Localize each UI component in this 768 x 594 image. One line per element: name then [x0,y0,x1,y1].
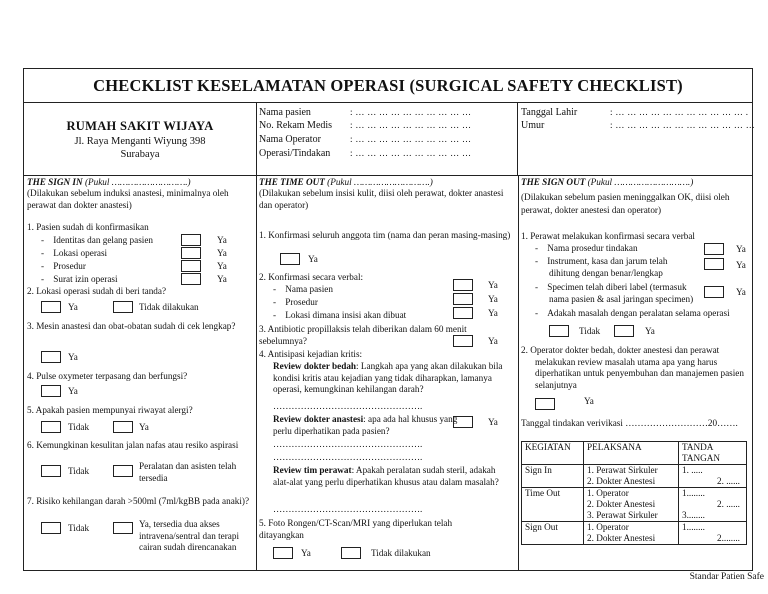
review-nurse [273,465,513,488]
checkbox[interactable] [453,416,473,428]
list-item: - Prosedur [41,261,86,271]
table-header: TANDA TANGAN [679,442,747,465]
ya-label: Ya [488,280,498,290]
checkbox[interactable] [181,234,201,246]
patient-name-field[interactable]: : … … … … … … … … … … [350,107,472,117]
hospital-city: Surabaya [120,149,160,160]
signature-table [521,441,747,545]
checkbox[interactable] [453,279,473,291]
checkbox[interactable] [41,465,61,477]
ya-label: Ya [488,417,498,427]
checkbox[interactable] [453,293,473,305]
ya-label: Ya [139,422,149,432]
ya-label: Ya [736,244,746,254]
checkbox[interactable] [41,351,61,363]
checkbox[interactable] [280,253,300,265]
checkbox[interactable] [453,307,473,319]
sign-in-time: (Pukul ……………………….) [82,177,191,187]
ya-label: Ya [217,261,227,271]
sign-in-column [24,176,256,570]
time-out-time: (Pukul ……………………….) [324,177,433,187]
checkbox[interactable] [181,247,201,259]
ya-label: Ya [736,260,746,270]
checkbox[interactable] [113,301,133,313]
ya-label: Ya [584,396,594,406]
ya-label: Ya [488,308,498,318]
checkbox[interactable] [704,243,724,255]
review-anesthesia-title: Review dokter anastesi [273,414,364,424]
sign-out-q2: 2. Operator dokter bedah, dokter anestesi dan perawat melakukan review masalah utama apa yang harus diperhatikan untuk penyembuhan dan manajemen pasien selanjutnya [521,345,744,390]
sign-out-header [521,177,693,189]
tidak-label: Tidak [68,466,90,476]
sign-in-intro: (Dilakukan sebelum induksi anastesi, minimalnya oleh perawat dan dokter anastesi) [27,188,229,210]
tidak-label: Tidak [68,523,90,533]
list-item: - Nama prosedur tindakan [535,243,638,253]
table-cell: Sign Out [522,522,584,545]
list-item: - Prosedur [273,297,318,307]
sign-in-q1: 1. Pasien sudah di konfirmasikan [27,222,149,232]
operator-field[interactable]: : … … … … … … … … … … [350,134,472,144]
checkbox[interactable] [113,522,133,534]
ya-label: Ya [217,235,227,245]
list-item: - Adakah masalah dengan peralatan selama operasi [535,308,730,318]
page-title: CHECKLIST KESELAMATAN OPERASI (SURGICAL SAFETY CHECKLIST) [23,68,753,103]
checkbox[interactable] [41,301,61,313]
checkbox[interactable] [704,286,724,298]
checkbox[interactable] [41,522,61,534]
checkbox[interactable] [113,421,133,433]
sign-in-q7: 7. Risiko kehilangan darah >500ml (7ml/kgBB pada anaki)? [27,496,250,506]
checkbox[interactable] [181,260,201,272]
review-surgeon-text: : Langkah apa yang akan dilakukan bila kondisi kritis atau kejadian yang tidak diharapkan, lamanya operasi, kemungkinan kehilangan darah? [273,361,503,395]
ya-label: Ya [68,386,78,396]
answer-line[interactable]: …………………………………………. [273,504,423,514]
medical-record-label: No. Rekam Medis [259,120,333,131]
sign-in-q6: 6. Kemungkinan kesulitan jalan nafas atau resiko aspirasi [27,440,239,450]
patient-info-panel [23,102,756,176]
list-item: - Lokasi operasi [41,248,108,258]
procedure-label: Operasi/Tindakan [259,148,331,159]
not-done-label: Tidak dilakukan [139,302,199,312]
table-header: KEGIATAN [522,442,584,465]
divider [256,176,257,570]
sign-out-q1: 1. Perawat melakukan konfirmasi secara verbal [521,231,695,241]
answer-line[interactable]: …………………………………………. [273,401,423,411]
sign-in-q5: 5. Apakah pasien mempunyai riwayat alergi? [27,405,193,415]
checkbox[interactable] [113,465,133,477]
answer-line[interactable]: …………………………………………. [273,452,423,462]
checklist-panel [23,175,753,571]
table-cell: 1. Operator 2. Dokter Anestesi [584,522,679,545]
review-nurse-text: : Apakah peralatan sudah steril, adakah alat-alat yang perlu diperhatikan khusus atau dalam masalah? [273,465,499,487]
tidak-label: Tidak [68,422,90,432]
checkbox[interactable] [614,325,634,337]
sign-in-q4: 4. Pulse oxymeter terpasang dan berfungsi? [27,371,188,381]
signature-cell[interactable]: 1........ 2. ...... 3........ [679,488,747,522]
equipment-ready-label: Peralatan dan asisten telah tersedia [139,461,237,483]
time-out-q4: 4. Antisipasi kejadian kritis: [259,349,363,359]
divider [256,103,257,175]
sign-in-title: THE SIGN IN [27,177,83,187]
table-cell: 1. Perawat Sirkuler 2. Dokter Anestesi [584,465,679,488]
sign-out-title: THE SIGN OUT [521,177,586,187]
checkbox[interactable] [704,258,724,270]
ya-label: Ya [68,352,78,362]
table-cell: 1. Operator 2. Dokter Anestesi 3. Perawat Sirkuler [584,488,679,522]
review-surgeon [273,361,511,396]
ya-label: Ya [645,326,655,336]
checkbox[interactable] [41,421,61,433]
divider [517,103,518,175]
ya-label: Ya [217,248,227,258]
blood-loss-ready-label: Ya, tersedia dua akses intravena/sentral dan terapi cairan sudah direncanakan [139,519,239,553]
sign-in-q2: 2. Lokasi operasi sudah di beri tanda? [27,286,167,296]
sign-in-q3: 3. Mesin anastesi dan obat-obatan sudah di cek lengkap? [27,321,236,331]
ya-label: Ya [217,274,227,284]
procedure-field[interactable]: : … … … … … … … … … … [350,148,472,158]
checkbox[interactable] [41,385,61,397]
checkbox[interactable] [549,325,569,337]
review-anesthesia-text: : apa ada hal khusus yang perlu diperhatikan pada pasien? [273,414,458,436]
review-surgeon-title: Review dokter bedah [273,361,357,371]
verification-date[interactable]: Tanggal tindakan verivikasi ………………………20……. [521,418,738,428]
hospital-block [24,103,256,161]
sign-out-intro: (Dilakukan sebelum pasien meninggalkan OK, diisi oleh perawat, dokter anestesi dan operator) [521,192,730,215]
ya-label: Ya [308,254,318,264]
checkbox[interactable] [273,547,293,559]
list-item: - Identitas dan gelang pasien [41,235,154,245]
sign-out-time: (Pukul ……………………….) [585,177,694,187]
list-item: - Surat izin operasi [41,274,118,284]
signature-cell[interactable]: 1........ 2........ [679,522,747,545]
review-anesthesia [273,414,473,437]
ya-label: Ya [736,287,746,297]
list-item: - Lokasi dimana insisi akan dibuat [273,310,407,320]
time-out-title: THE TIME OUT [259,177,325,187]
operator-label: Nama Operator [259,134,321,145]
ya-label: Ya [68,302,78,312]
time-out-column [256,176,518,570]
hospital-address: Jl. Raya Menganti Wiyung 398 [74,136,206,147]
not-done-label: Tidak dilakukan [371,548,431,558]
table-row [522,465,747,488]
checkbox[interactable] [181,273,201,285]
table-row [522,522,747,545]
medical-record-field[interactable]: : … … … … … … … … … … [350,120,472,130]
ya-label: Ya [301,548,311,558]
list-item: - Instrument, kasa dan jarum telah dihitung dengan benar/lengkap [535,256,668,278]
checkbox[interactable] [535,398,555,410]
answer-line[interactable]: …………………………………………. [273,439,423,449]
checkbox[interactable] [453,335,473,347]
sign-out-column [518,176,754,570]
ya-label: Ya [488,294,498,304]
time-out-q5: 5. Foto Rongen/CT-Scan/MRI yang diperlukan telah ditayangkan [259,518,453,540]
birthdate-label: Tanggal Lahir [521,107,578,118]
signature-cell[interactable]: 1. ..... 2. ...... [679,465,747,488]
tidak-label: Tidak [579,326,601,336]
time-out-header [259,177,433,189]
time-out-q1: 1. Konfirmasi seluruh anggota tim (nama dan peran masing-masing) [259,230,511,240]
table-cell: Time Out [522,488,584,522]
age-field[interactable]: : … … … … … … … … … … … … [610,120,756,130]
list-item: - Specimen telah diberi label (termasuk nama pasien & asal jaringan specimen) [535,282,694,304]
ya-label: Ya [488,336,498,346]
table-cell: Sign In [522,465,584,488]
list-item: - Nama pasien [273,284,333,294]
table-header: PELAKSANA [584,442,679,465]
birthdate-field[interactable]: : … … … … … … … … … … … . [610,107,749,117]
sign-in-header [27,177,191,189]
footer-text: Standar Patien Safe [689,572,764,582]
hospital-name: RUMAH SAKIT WIJAYA [66,119,214,133]
divider [518,176,519,570]
time-out-q2: 2. Konfirmasi secara verbal: [259,272,364,282]
table-header-row [522,442,747,465]
time-out-q3: 3. Antibiotic propillaksis telah diberikan dalam 60 menit sebelumnya? [259,324,467,346]
table-row [522,488,747,522]
time-out-intro: (Dilakukan sebelum insisi kulit, diisi oleh perawat, dokter anastesi dan operator) [259,188,504,210]
patient-name-label: Nama pasien [259,107,311,118]
review-nurse-title: Review tim perawat [273,465,352,475]
age-label: Umur [521,120,545,131]
checkbox[interactable] [341,547,361,559]
